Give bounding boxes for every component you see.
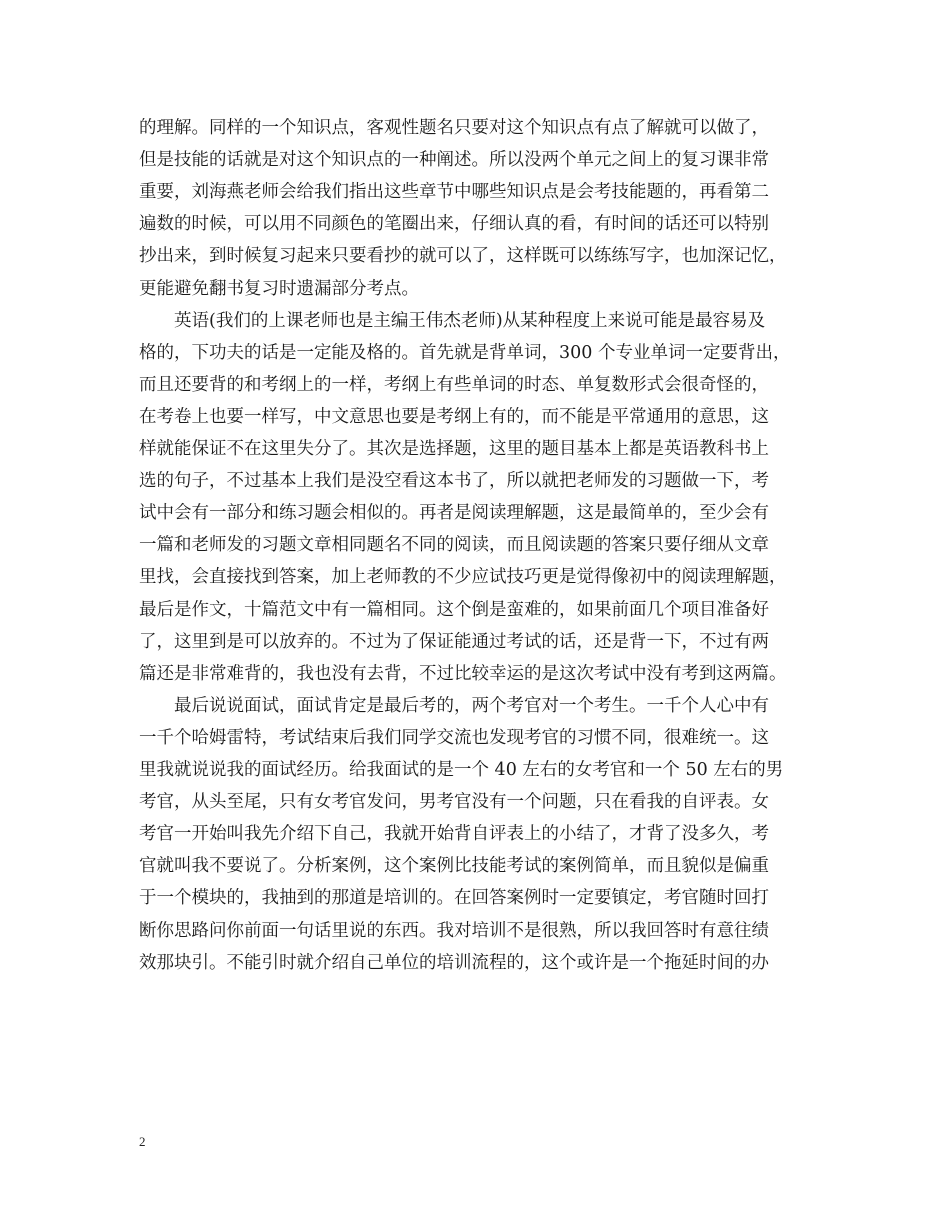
text-line: 试中会有一部分和练习题会相似的。再者是阅读理解题，这是最简单的，至少会有 — [139, 503, 769, 524]
text-line: 效那块引。不能引时就介绍自己单位的培训流程的，这个或许是一个拖延时间的办 — [139, 952, 769, 973]
text-line: 最后是作文，十篇范文中有一篇相同。这个倒是蛮难的，如果前面几个项目准备好 — [139, 599, 769, 620]
text-line: 考官，从头至尾，只有女考官发问，男考官没有一个问题，只在看我的自评表。女 — [139, 792, 769, 813]
text-line: 而且还要背的和考纲上的一样，考纲上有些单词的时态、单复数形式会很奇怪的， — [139, 374, 769, 395]
text-line: 遍数的时候，可以用不同颜色的笔圈出来，仔细认真的看，有时间的话还可以特别 — [139, 214, 769, 235]
text-line: 篇还是非常难背的，我也没有去背，不过比较幸运的是这次考试中没有考到这两篇。 — [139, 663, 787, 684]
text-line: 格的，下功夫的话是一定能及格的。首先就是背单词，300 个专业单词一定要背出， — [139, 342, 791, 363]
text-line: 的理解。同样的一个知识点，客观性题名只要对这个知识点有点了解就可以做了， — [139, 118, 769, 138]
text-line: 里找，会直接找到答案，加上老师教的不少应试技巧更是觉得像初中的阅读理解题， — [139, 567, 787, 588]
text-line: 官就叫我不要说了。分析案例，这个案例比技能考试的案例简单，而且貌似是偏重 — [139, 856, 769, 877]
text-line: 在考卷上也要一样写，中文意思也要是考纲上有的，而不能是平常通用的意思，这 — [139, 406, 769, 427]
text-line: 抄出来，到时候复习起来只要看抄的就可以了，这样既可以练练写字，也加深记忆， — [139, 246, 787, 267]
text-line: 样就能保证不在这里失分了。其次是选择题，这里的题目基本上都是英语教科书上 — [139, 439, 769, 459]
text-line: 一篇和老师发的习题文章相同题名不同的阅读，而且阅读题的答案只要仔细从文章 — [139, 535, 769, 556]
text-line: 更能避免翻书复习时遗漏部分考点。 — [139, 278, 419, 299]
text-line: 一千个哈姆雷特，考试结束后我们同学交流也发现考官的习惯不同，很难统一。这 — [139, 727, 769, 748]
text-line: 断你思路问你前面一句话里说的东西。我对培训不是很熟，所以我回答时有意往绩 — [139, 920, 769, 941]
text-line: 但是技能的话就是对这个知识点的一种阐述。所以没两个单元之间上的复习课非常 — [139, 150, 769, 171]
text-line: 考官一开始叫我先介绍下自己，我就开始背自评表上的小结了，才背了没多久，考 — [139, 824, 769, 845]
text-line: 于一个模块的，我抽到的那道是培训的。在回答案例时一定要镇定，考官随时回打 — [139, 888, 769, 909]
text-line: 英语(我们的上课老师也是主编王伟杰老师)从某种程度上来说可能是最容易及 — [139, 310, 766, 331]
text-line: 选的句子，不过基本上我们是没空看这本书了，所以就把老师发的习题做一下，考 — [139, 471, 769, 492]
text-line: 重要，刘海燕老师会给我们指出这些章节中哪些知识点是会考技能题的，再看第二 — [139, 182, 769, 203]
text-line: 里我就说说我的面试经历。给我面试的是一个 40 左右的女考官和一个 50 左右的男 — [139, 760, 784, 780]
page-number: 2 — [139, 1134, 146, 1149]
text-line: 了，这里到是可以放弃的。不过为了保证能通过考试的话，还是背一下，不过有两 — [139, 631, 769, 652]
text-line: 最后说说面试，面试肯定是最后考的，两个考官对一个考生。一千个人心中有 — [139, 695, 769, 716]
